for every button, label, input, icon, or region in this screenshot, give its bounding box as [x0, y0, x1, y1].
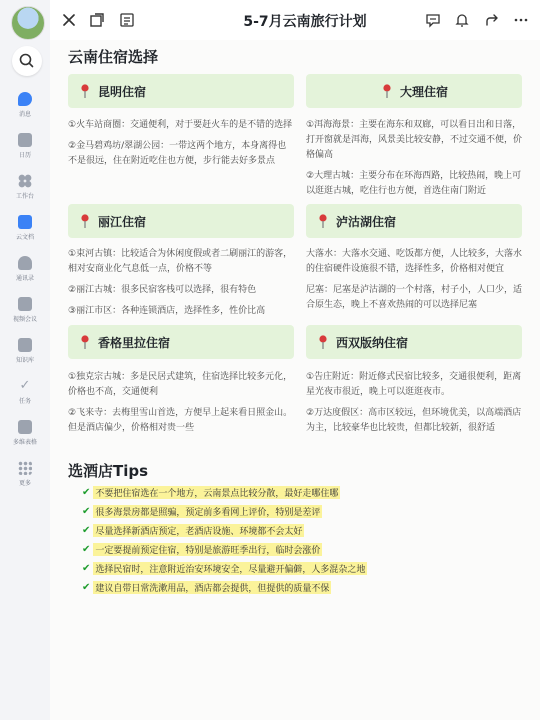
card-line: ①洱海海景：主要在海东和双廊，可以看日出和日落，打开窗就是洱海，风景美比较安静，不过交通不便，价格偏高: [306, 120, 523, 160]
more-options-button[interactable]: [510, 9, 532, 31]
sidebar-item-label: 视频会议: [12, 316, 37, 323]
tip-item: [82, 523, 304, 537]
card-line: ②金马碧鸡坊/翠湖公园：一带这两个地方，本身离得也不是很远，住在附近吃住也方便，步行能去好多景点: [68, 141, 287, 166]
outline-list-icon: [119, 12, 135, 28]
calendar-icon: [18, 133, 32, 147]
sidebar-item-label: 通讯录: [15, 275, 34, 282]
card-body-lijiang: [68, 247, 294, 325]
card-body-lugu-lake: [306, 247, 522, 319]
tip-text: 很多海景房都是照骗，预定前多看网上评价，特别是差评: [93, 505, 322, 518]
card-title: 大理住宿: [399, 84, 448, 99]
card-header-lugu-lake: [306, 204, 522, 238]
contacts-icon: [18, 256, 32, 270]
comment-icon: [425, 12, 441, 28]
outline-button[interactable]: [116, 9, 138, 31]
tip-item: [82, 542, 322, 556]
pushpin-icon: [380, 83, 394, 99]
card-header-lijiang: [68, 204, 294, 238]
section-heading-lodging: 云南住宿选择: [68, 48, 159, 66]
checkmark-icon: ✔: [82, 505, 91, 517]
card-line: ①告庄附近：附近修式民宿比较多，交通很便利，距离星光夜市很近，晚上可以逛逛夜市。: [306, 372, 522, 397]
card-body-shangri-la: [68, 370, 294, 442]
left-navigation-rail: [0, 0, 50, 720]
card-header-xishuangbanna: [306, 325, 522, 359]
card-line: ②大理古城：主要分布在环海西路，比较热闹，晚上可以逛逛古城，吃住行也方便，首选住南门附近: [306, 171, 522, 196]
search-button[interactable]: [12, 46, 42, 76]
cloud-doc-icon: [18, 215, 32, 229]
avatar[interactable]: [11, 6, 45, 40]
tip-item: [82, 561, 367, 575]
sidebar-item-messages[interactable]: [0, 92, 50, 130]
card-title: 西双版纳住宿: [336, 335, 409, 350]
top-toolbar: [50, 0, 540, 40]
card-line: ③丽江市区：各种连锁酒店，选择性多，性价比高: [68, 306, 266, 316]
card-line: ②万达度假区：高市区较远，但环境优美，以高端酒店为主，比较豪华也比较贵，但都比较新，很舒适: [306, 408, 522, 433]
card-header-shangri-la: [68, 325, 294, 359]
share-icon: [484, 12, 500, 28]
card-body-kunming: [68, 118, 294, 175]
checkmark-icon: ✔: [82, 524, 91, 536]
card-title: 丽江住宿: [98, 214, 147, 229]
tip-text: 选择民宿时，注意附近治安环境安全，尽量避开偏僻，人多混杂之地: [93, 562, 367, 575]
tip-text: 建议自带日常洗漱用品，酒店都会提供，但提供的质量不保: [93, 581, 331, 594]
sidebar-item-calendar[interactable]: [0, 133, 50, 171]
card-line: ①束河古镇：比较适合为休闲度假或者二刷丽江的游客，相对安商业化气息低一点，价格不等: [68, 249, 293, 274]
card-line: 大落水：大落水交通、吃饭都方便，人比较多，大落水的住宿硬件设施很不错，选择性多，价格相对便宜: [306, 249, 523, 274]
open-window-button[interactable]: [86, 9, 108, 31]
video-icon: [18, 297, 32, 311]
pushpin-icon: [78, 213, 92, 229]
tip-text: 一定要提前预定住宿，特别是旅游旺季出行，临时会涨价: [93, 543, 322, 556]
sidebar-item-label: 多维表格: [12, 439, 37, 446]
card-line: ①独克宗古城：多是民居式建筑，住宿选择比较多元化，价格也不高，交通便利: [68, 372, 293, 397]
share-button[interactable]: [481, 9, 503, 31]
open-window-icon: [89, 12, 105, 28]
tip-item: [82, 504, 322, 518]
checkmark-icon: ✔: [82, 562, 91, 574]
sidebar-item-multi-table[interactable]: [0, 420, 50, 458]
checkmark-icon: ✔: [82, 581, 91, 593]
sidebar-item-label: 知识库: [15, 357, 34, 364]
sidebar-item-label: 更多: [18, 480, 31, 487]
checkmark-icon: ✔: [82, 543, 91, 555]
sidebar-item-knowledge-base[interactable]: [0, 338, 50, 376]
chat-bubble-icon: [18, 92, 32, 106]
sidebar-item-label: 工作台: [15, 193, 34, 200]
sidebar-item-label: 消息: [18, 111, 31, 118]
card-header-dali: [306, 74, 522, 108]
search-icon: [12, 46, 42, 76]
card-body-dali: [306, 118, 522, 205]
bell-icon: [454, 12, 470, 28]
close-button[interactable]: [58, 9, 80, 31]
tip-text: 不要把住宿选在一个地方，云南景点比较分散，最好走哪住哪: [93, 486, 340, 499]
pushpin-icon: [78, 334, 92, 350]
card-line: ②丽江古城：很多民宿客栈可以选择，很有特色: [68, 285, 257, 295]
more-horizontal-icon: [513, 12, 529, 28]
sidebar-item-label: 云文档: [15, 234, 34, 241]
sidebar-item-workspace[interactable]: [0, 174, 50, 212]
notification-button[interactable]: [451, 9, 473, 31]
sidebar-item-video-meeting[interactable]: [0, 297, 50, 335]
card-line: ①火车站商圈：交通便利，对于要赶火车的是不错的选择: [68, 120, 293, 130]
comment-button[interactable]: [422, 9, 444, 31]
close-icon: [62, 13, 76, 27]
multi-table-icon: [18, 420, 32, 434]
task-check-icon: ✓: [19, 378, 31, 393]
knowledge-icon: [18, 338, 32, 352]
tip-text: 尽量选择新酒店预定，老酒店设施、环境都不会太好: [93, 524, 304, 537]
card-title: 泸沽湖住宿: [336, 214, 397, 229]
checkmark-icon: ✔: [82, 486, 91, 498]
sidebar-item-more[interactable]: [0, 461, 50, 499]
pushpin-icon: [316, 334, 330, 350]
document-body: [50, 40, 540, 720]
pushpin-icon: [78, 83, 92, 99]
card-line: 尼塞：尼塞是泸沽湖的一个村落，村子小，人口少，适合原生态，晚上不喜欢热闹的可以选择尼塞: [306, 285, 523, 310]
sidebar-item-label: 任务: [18, 398, 31, 405]
tip-item: [82, 485, 340, 499]
card-header-kunming: [68, 74, 294, 108]
pushpin-icon: [316, 213, 330, 229]
sidebar-item-cloud-docs[interactable]: [0, 215, 50, 253]
card-line: ②飞来寺：去梅里雪山首选，方便早上起来看日照金山。但是酒店偏少，价格相对贵一些: [68, 408, 293, 433]
page-title: 5-7月云南旅行计划: [243, 14, 367, 30]
sidebar-item-label: 日历: [18, 152, 31, 159]
section-heading-tips: 选酒店Tips: [68, 462, 149, 480]
tip-item: [82, 580, 331, 594]
sidebar-item-contacts[interactable]: [0, 256, 50, 294]
more-grid-icon: [18, 461, 32, 475]
card-title: 昆明住宿: [98, 84, 147, 99]
card-title: 香格里拉住宿: [98, 335, 171, 350]
sidebar-item-tasks[interactable]: [0, 379, 50, 417]
card-body-xishuangbanna: [306, 370, 522, 442]
workspace-grid-icon: [18, 174, 32, 188]
